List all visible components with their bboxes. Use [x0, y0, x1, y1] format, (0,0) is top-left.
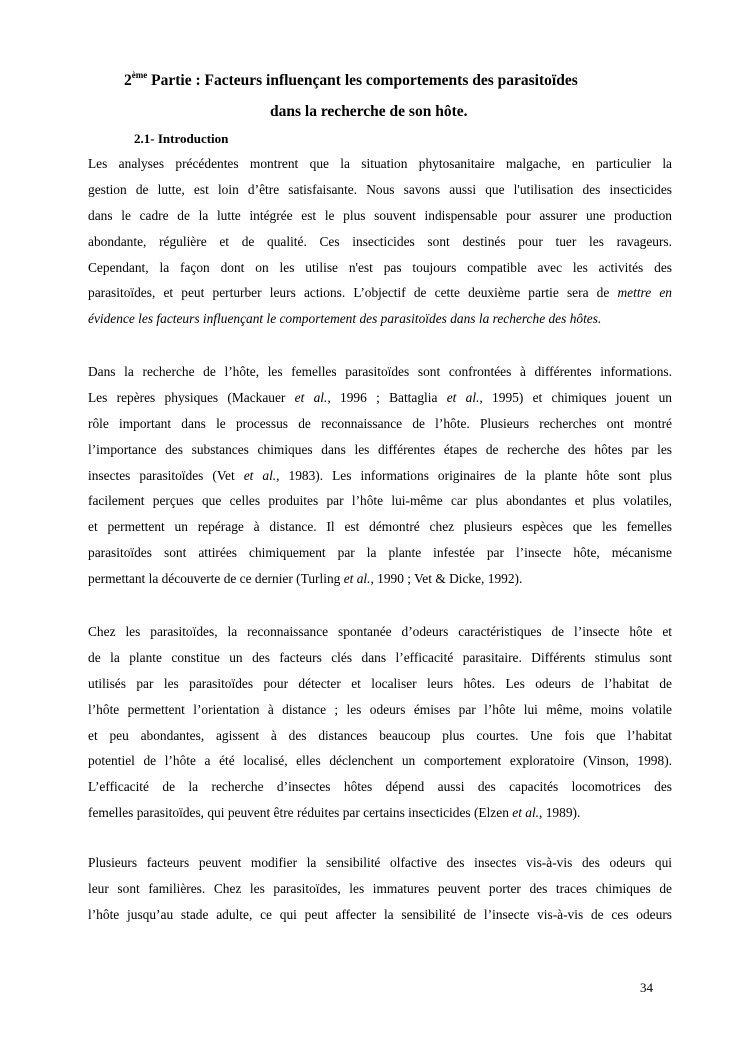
text-line: utilisés par les parasitoïdes pour détecter et localiser leurs hôtes. Les odeurs de l’habitat de — [88, 675, 672, 691]
text-line: L’efficacité de la recherche d’insectes hôtes dépend aussi des capacités locomotrices des — [88, 779, 672, 795]
text-line: l’hôte jusqu’au stade adulte, ce qui peut affecter la sensibilité de l’insecte vis-à-vis de ces odeurs — [88, 906, 672, 922]
text-line: gestion de lutte, est loin d’être satisfaisante. Nous savons aussi que l'utilisation des insecticides — [88, 181, 672, 197]
text-line: dans le cadre de la lutte intégrée est le plus souvent indispensable pour assurer une production — [88, 207, 672, 223]
text-line: parasitoïdes sont attirées chimiquement par la plante infestée par l’insecte hôte, mécanisme — [88, 545, 672, 561]
text-line: rôle important dans le processus de reconnaissance de l’hôte. Plusieurs recherches ont montré — [88, 415, 672, 431]
text-line: parasitoïdes, et peut perturber leurs actions. L’objectif de cette deuxième partie sera de mettre en — [88, 285, 672, 301]
text-line: permettant la découverte de ce dernier (Turling et al., 1990 ; Vet & Dicke, 1992). — [88, 571, 523, 587]
text-line: facilement perçues que celles produites par l’hôte lui-même car plus abondantes et plus volatiles, — [88, 493, 672, 509]
text-line: l’importance des substances chimiques dans les différentes étapes de recherche des hôtes par les — [88, 441, 672, 457]
text-line: évidence les facteurs influençant le comportement des parasitoïdes dans la recherche des hôtes. — [88, 311, 602, 327]
text-line: femelles parasitoïdes, qui peuvent être réduites par certains insecticides (Elzen et al., 1989). — [88, 805, 581, 821]
section-heading: 2.1- Introduction — [134, 131, 229, 146]
paragraph-3 — [88, 619, 672, 826]
text-line: Les repères physiques (Mackauer et al., 1996 ; Battaglia et al., 1995) et chimiques jouent un — [88, 389, 672, 405]
ordinal-superscript: ème — [131, 70, 148, 80]
text-line: et permettent un repérage à distance. Il est démontré chez plusieurs espèces que les femelles — [88, 519, 672, 535]
part-title-line2: dans la recherche de son hôte. — [270, 103, 468, 120]
text-line: Cependant, la façon dont on les utilise n'est pas toujours compatible avec les activités des — [88, 259, 672, 275]
text-line: Dans la recherche de l’hôte, les femelles parasitoïdes sont confrontées à différentes informations. — [88, 364, 672, 379]
text-line: leur sont familières. Chez les parasitoïdes, les immatures peuvent porter des traces chimiques de — [88, 880, 672, 896]
text-line: de la plante constitue un des facteurs clés dans l’efficacité parasitaire. Différents stimulus sont — [88, 649, 672, 665]
text-line: abondante, régulière et de qualité. Ces insecticides sont destinés pour tuer les ravageurs. — [88, 233, 672, 249]
paragraph-2 — [88, 359, 672, 592]
text-line: Plusieurs facteurs peuvent modifier la sensibilité olfactive des insectes vis-à-vis des odeurs qui — [88, 855, 672, 870]
text-line: potentiel de l’hôte a été localisé, elles déclenchent un comportement exploratoire (Vinson, 1998). — [88, 753, 672, 769]
text-line: et peu abondantes, agissent à des distances beaucoup plus courtes. Une fois que l’habitat — [88, 727, 672, 743]
paragraph-4 — [88, 850, 672, 928]
text-line: l’hôte permettent l’orientation à distance ; les odeurs émises par l’hôte lui même, moins volatile — [88, 701, 672, 717]
text-line: insectes parasitoïdes (Vet et al., 1983). Les informations originaires de la plante hôte sont plus — [88, 467, 672, 483]
paragraph-1 — [88, 151, 672, 332]
text-line: Les analyses précédentes montrent que la situation phytosanitaire malgache, en particulier la — [88, 156, 672, 171]
text-line: Chez les parasitoïdes, la reconnaissance spontanée d’odeurs caractéristiques de l’insecte hôte et — [88, 624, 672, 639]
page-number: 34 — [640, 980, 653, 995]
part-title-line1: 2ème Partie : Facteurs influençant les comportements des parasitoïdes — [124, 70, 578, 89]
